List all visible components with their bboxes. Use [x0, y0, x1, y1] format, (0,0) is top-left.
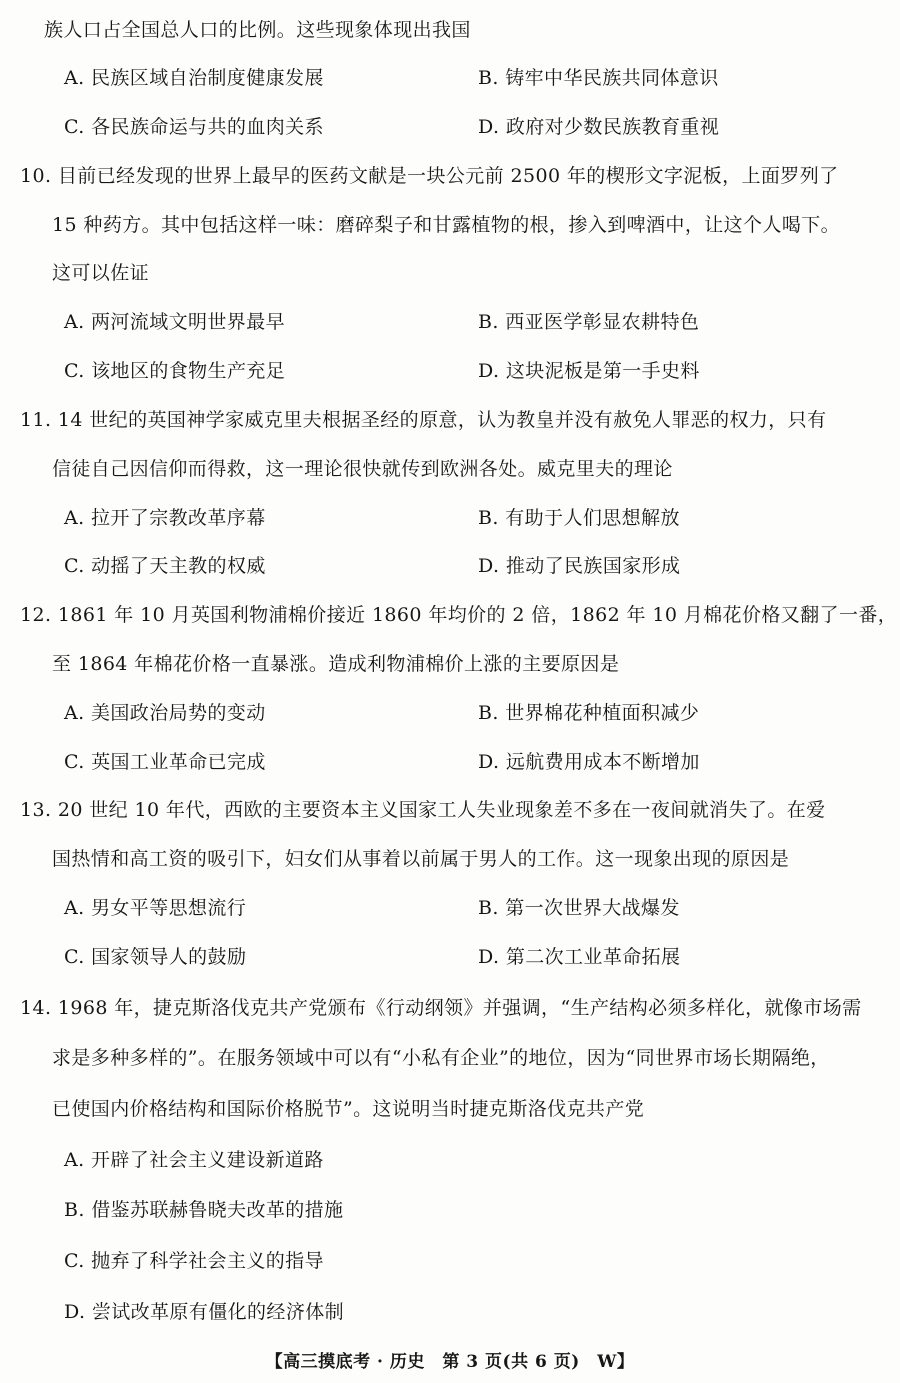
q12-option-a: A. 美国政治局势的变动 [64, 702, 266, 724]
q13-option-c: C. 国家领导人的鼓励 [64, 946, 247, 968]
q14-option-d: D. 尝试改革原有僵化的经济体制 [64, 1301, 345, 1323]
q10-option-c: C. 该地区的食物生产充足 [64, 360, 286, 382]
q14-option-c: C. 抛弃了科学社会主义的指导 [64, 1250, 324, 1272]
page-footer: 【高三摸底考 · 历史 第 3 页(共 6 页) W】 [265, 1352, 635, 1372]
q10-stem-line-3: 这可以佐证 [52, 262, 150, 284]
q11-stem-line-1: 11. 14 世纪的英国神学家威克里夫根据圣经的原意，认为教皇并没有赦免人罪恶的权力，只有 [20, 409, 827, 431]
q9-option-a: A. 民族区域自治制度健康发展 [64, 67, 324, 89]
q12-option-c: C. 英国工业革命已完成 [64, 751, 266, 773]
q14-stem-line-1: 14. 1968 年，捷克斯洛伐克共产党颁布《行动纲领》并强调，“生产结构必须多样化，就像市场需 [20, 997, 862, 1019]
q11-option-d: D. 推动了民族国家形成 [478, 555, 681, 577]
q13-option-d: D. 第二次工业革命拓展 [478, 946, 681, 968]
q10-stem-line-1: 10. 目前已经发现的世界上最早的医药文献是一块公元前 2500 年的楔形文字泥板，上面罗列了 [20, 165, 839, 187]
q10-option-d: D. 这块泥板是第一手史料 [478, 360, 700, 382]
q12-stem-line-1: 12. 1861 年 10 月英国利物浦棉价接近 1860 年均价的 2 倍，1862 年 10 月棉花价格又翻了一番， [20, 604, 898, 626]
q13-stem-line-2: 国热情和高工资的吸引下，妇女们从事着以前属于男人的工作。这一现象出现的原因是 [52, 848, 790, 870]
q10-option-b: B. 西亚医学彰显农耕特色 [478, 311, 700, 333]
q11-option-c: C. 动摇了天主教的权威 [64, 555, 266, 577]
q14-stem-line-2: 求是多种多样的”。在服务领域中可以有“小私有企业”的地位，因为“同世界市场长期隔绝， [52, 1047, 830, 1069]
q9-option-c: C. 各民族命运与共的血肉关系 [64, 116, 324, 138]
q11-option-b: B. 有助于人们思想解放 [478, 507, 680, 529]
q10-option-a: A. 两河流域文明世界最早 [64, 311, 286, 333]
q12-stem-line-2: 至 1864 年棉花价格一直暴涨。造成利物浦棉价上涨的主要原因是 [52, 653, 620, 675]
q14-option-a: A. 开辟了社会主义建设新道路 [64, 1149, 324, 1171]
q14-stem-line-3: 已使国内价格结构和国际价格脱节”。这说明当时捷克斯洛伐克共产党 [52, 1098, 645, 1120]
q14-option-b: B. 借鉴苏联赫鲁晓夫改革的措施 [64, 1199, 344, 1221]
q9-option-b: B. 铸牢中华民族共同体意识 [478, 67, 719, 89]
q10-stem-line-2: 15 种药方。其中包括这样一味：磨碎梨子和甘露植物的根，掺入到啤酒中，让这个人喝下。 [52, 214, 841, 236]
q12-option-b: B. 世界棉花种植面积减少 [478, 702, 700, 724]
q11-stem-line-2: 信徒自己因信仰而得救，这一理论很快就传到欧洲各处。威克里夫的理论 [52, 458, 673, 480]
q9-stem-tail: 族人口占全国总人口的比例。这些现象体现出我国 [44, 19, 471, 41]
q12-option-d: D. 远航费用成本不断增加 [478, 751, 700, 773]
q13-option-b: B. 第一次世界大战爆发 [478, 897, 680, 919]
q13-stem-line-1: 13. 20 世纪 10 年代，西欧的主要资本主义国家工人失业现象差不多在一夜间就消失了。在爱 [20, 799, 826, 821]
q11-option-a: A. 拉开了宗教改革序幕 [64, 507, 266, 529]
q13-option-a: A. 男女平等思想流行 [64, 897, 247, 919]
q9-option-d: D. 政府对少数民族教育重视 [478, 116, 720, 138]
